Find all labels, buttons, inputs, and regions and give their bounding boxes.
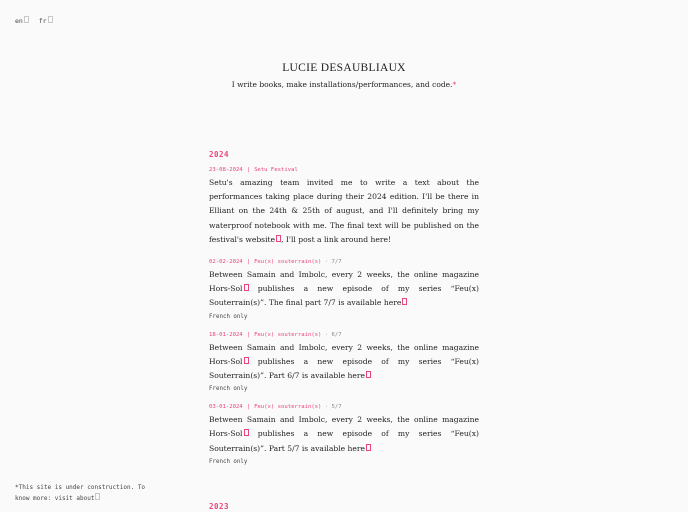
- post-meta: [209, 259, 479, 265]
- post-body: [209, 341, 479, 384]
- external-link-icon[interactable]: [366, 371, 371, 378]
- post-category-link[interactable]: Feu(x) souterrain(s): [254, 259, 322, 266]
- external-link-icon[interactable]: [366, 444, 371, 451]
- year-heading: 2024: [209, 150, 230, 159]
- footnote-text: *This site is under construction. To know more: visit about: [15, 484, 146, 502]
- post-text: Between Samain and Imbolc, every 2 weeks, the online magazine Hors-Sol: [209, 270, 479, 294]
- lang-fr-label: fr: [38, 17, 47, 25]
- post-meta: [209, 404, 479, 410]
- news-post: [209, 332, 479, 393]
- news-post: [209, 167, 479, 247]
- post-text: Between Samain and Imbolc, every 2 weeks, the online magazine Hors-Sol: [209, 342, 479, 366]
- post-text-mid: publishes a new episode of my series “Feu(x) Souterrain(s)”. Part 6/7 is available here: [209, 356, 479, 381]
- lang-en-link[interactable]: [15, 17, 29, 25]
- post-text-mid: publishes a new episode of my series “Feu(x) Souterrain(s)”. Part 5/7 is available here: [209, 429, 479, 453]
- site-title[interactable]: LUCIE DESAUBLIAUX: [282, 62, 406, 74]
- post-text-end: , I'll post a link around here!: [281, 234, 392, 244]
- post-text: Setu's amazing team invited me to write a text about the performances taking place during their 2024 edition. I'll be there in Elliant on the 24th & 25th of august, and I'll definitely bring my waterproof notebook with me. The final text will be published on the festival's website: [209, 178, 479, 244]
- news-feed: [209, 150, 479, 477]
- year-heading: 2023: [209, 502, 230, 511]
- language-switcher: [15, 16, 59, 25]
- external-link-icon: [24, 16, 29, 23]
- external-link-icon[interactable]: [402, 298, 407, 305]
- post-category-link[interactable]: Setu Festival: [254, 167, 298, 173]
- language-note: French only: [209, 458, 248, 465]
- post-date: 18-01-2024: [209, 331, 243, 338]
- post-meta: [209, 332, 479, 338]
- external-link-icon: [48, 16, 53, 23]
- language-note: French only: [209, 386, 248, 393]
- post-episode: · 7/7: [324, 259, 342, 266]
- meta-separator: |: [246, 167, 251, 173]
- news-post: [209, 404, 479, 465]
- tagline-text: I write books, make installations/performances, and code.: [231, 80, 453, 89]
- post-text-mid: publishes a new episode of my series “Feu(x) Souterrain(s)”. The final part 7/7 is available here: [209, 284, 479, 308]
- language-note: French only: [209, 313, 248, 320]
- post-body: [209, 413, 479, 456]
- site-tagline: [0, 80, 688, 89]
- post-date: 23-08-2024: [209, 167, 243, 173]
- post-date: 02-02-2024: [209, 259, 243, 266]
- lang-fr-link[interactable]: [39, 17, 53, 25]
- post-body: [209, 268, 479, 311]
- external-link-icon[interactable]: [95, 493, 100, 500]
- meta-separator: |: [246, 331, 251, 338]
- post-date: 03-01-2024: [209, 404, 243, 411]
- meta-separator: |: [246, 404, 251, 411]
- construction-footnote: [15, 482, 155, 504]
- post-category-link[interactable]: Feu(x) souterrain(s): [254, 331, 322, 338]
- news-post: [209, 259, 479, 320]
- post-meta: [209, 167, 479, 173]
- lang-en-label: en: [15, 17, 23, 25]
- post-text: Between Samain and Imbolc, every 2 weeks, the online magazine Hors-Sol: [209, 415, 479, 439]
- site-header: [0, 62, 688, 89]
- post-episode: · 5/7: [324, 404, 342, 411]
- post-episode: · 6/7: [324, 331, 342, 338]
- construction-asterisk[interactable]: *: [452, 80, 457, 89]
- post-category-link[interactable]: Feu(x) souterrain(s): [254, 404, 322, 411]
- meta-separator: |: [246, 259, 251, 266]
- post-body: [209, 176, 479, 247]
